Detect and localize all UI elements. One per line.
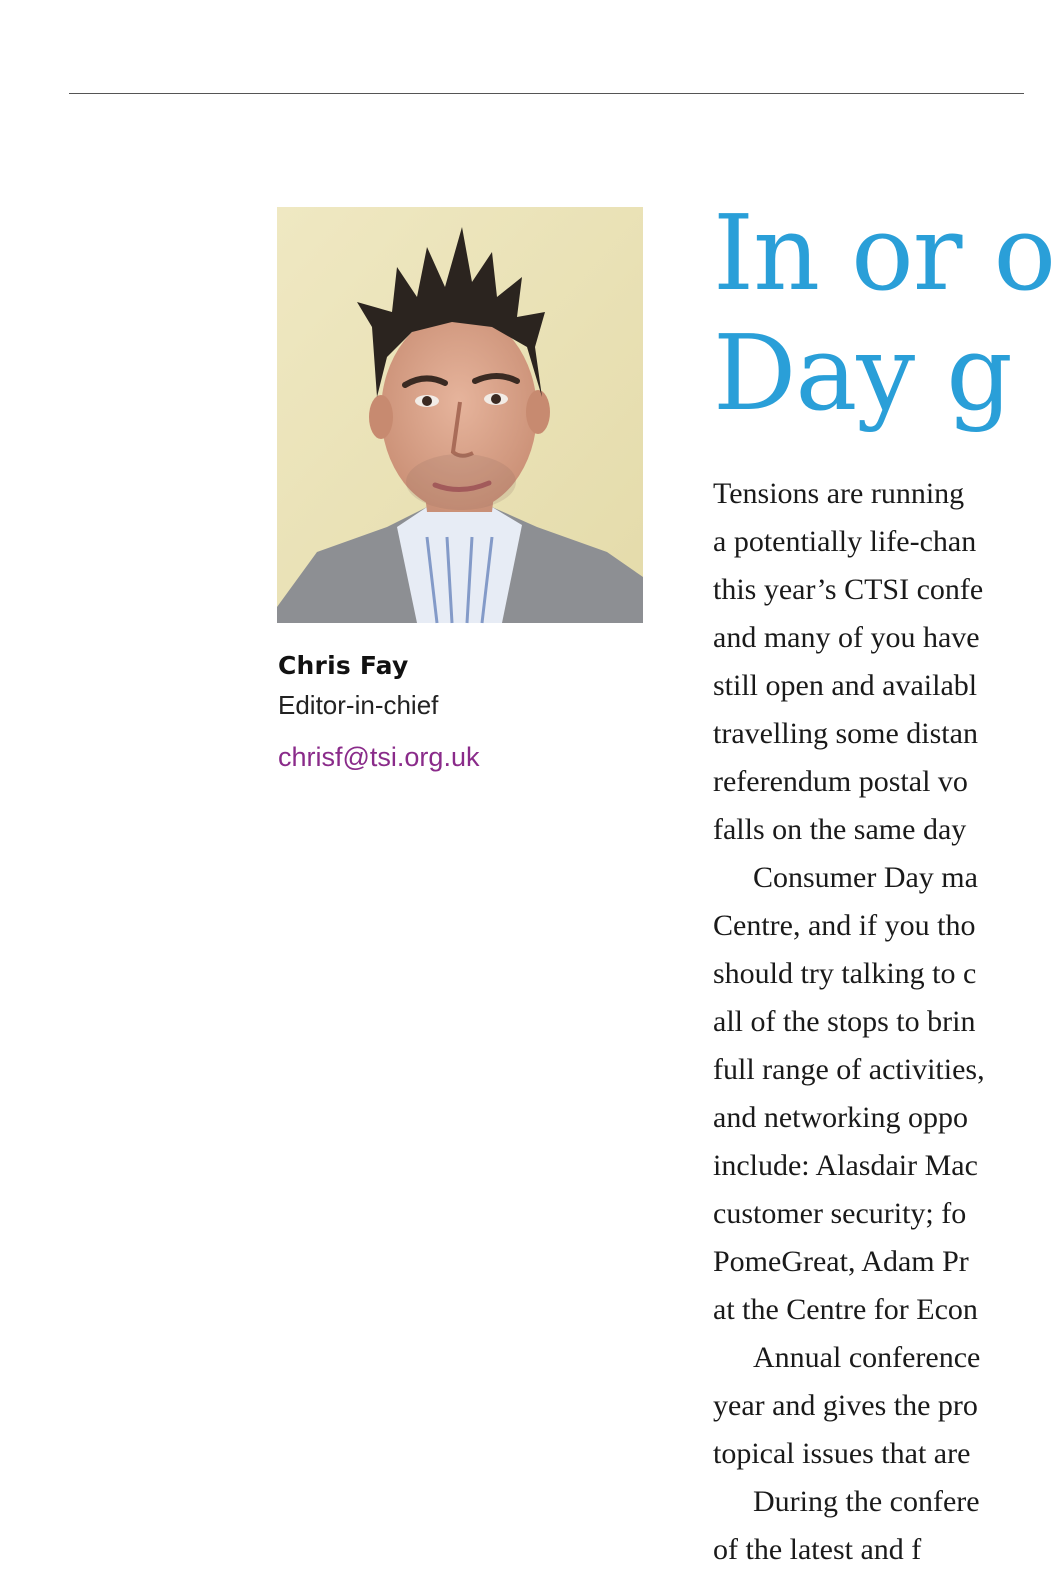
author-name: Chris Fay: [278, 651, 409, 680]
body-line: Tensions are running: [713, 477, 965, 510]
body-line: of the latest and f: [713, 1533, 922, 1566]
body-line: During the confere: [753, 1485, 980, 1518]
body-line: Annual conference: [753, 1341, 981, 1374]
body-line: and many of you have: [713, 621, 980, 654]
headline-line: In or o: [713, 192, 1055, 314]
body-line: Consumer Day ma: [753, 861, 978, 894]
body-line: should try talking to c: [713, 957, 977, 990]
body-line: Centre, and if you tho: [713, 909, 976, 942]
body-line: a potentially life-chan: [713, 525, 977, 558]
body-line: this year’s CTSI confe: [713, 573, 984, 606]
body-line: referendum postal vo: [713, 765, 968, 798]
body-line: full range of activities,: [713, 1053, 985, 1086]
body-line: falls on the same day: [713, 813, 967, 846]
headline-line: Day g: [713, 312, 1012, 434]
body-line: include: Alasdair Mac: [713, 1149, 978, 1182]
body-line: at the Centre for Econ: [713, 1293, 978, 1326]
author-email-link[interactable]: chrisf@tsi.org.uk: [278, 742, 480, 772]
author-role: Editor-in-chief: [278, 690, 439, 720]
top-rule: [69, 93, 1024, 94]
body-line: and networking oppo: [713, 1101, 968, 1134]
author-photo: [277, 207, 643, 623]
body-line: customer security; fo: [713, 1197, 967, 1230]
body-line: PomeGreat, Adam Pr: [713, 1245, 969, 1278]
body-line: travelling some distan: [713, 717, 978, 750]
article-body: [713, 470, 1024, 1566]
article-headline: [713, 192, 1055, 434]
body-line: all of the stops to brin: [713, 1005, 976, 1038]
body-line: still open and availabl: [713, 669, 978, 702]
body-line: topical issues that are: [713, 1437, 971, 1470]
body-line: year and gives the pro: [713, 1389, 978, 1422]
